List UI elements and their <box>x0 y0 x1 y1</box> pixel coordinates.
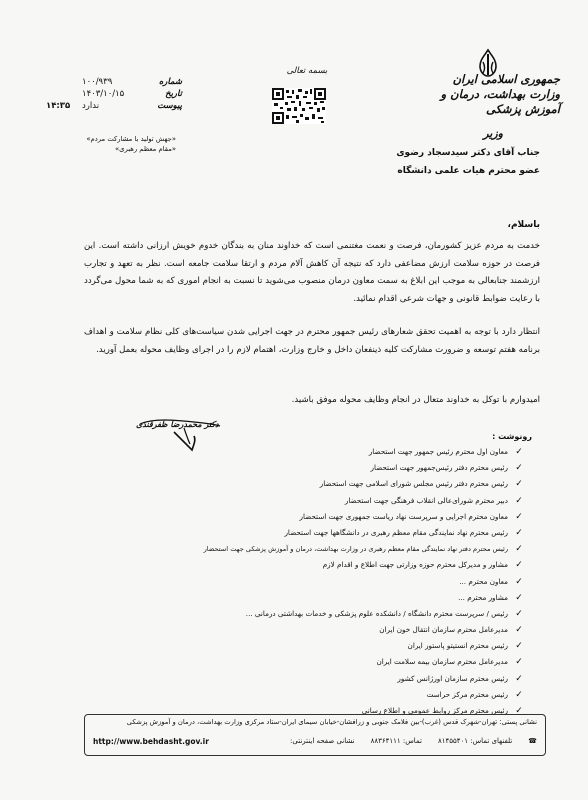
check-icon: ✓ <box>515 447 523 457</box>
letter-meta <box>82 76 182 112</box>
cc-item <box>144 493 524 509</box>
cc-item <box>144 476 524 492</box>
cc-item-text: رئیس محترم سازمان اورژانس کشور <box>397 673 508 683</box>
cc-list <box>144 444 524 719</box>
attachment-label: پیوست <box>157 101 182 111</box>
ministry-line-2: وزارت بهداشت، درمان و آموزش پزشکی <box>440 87 560 116</box>
cc-item-text: رئیس محترم نهاد نمایندگی مقام معظم رهبری در دانشگاهها جهت استحضار <box>284 527 508 537</box>
cc-item <box>144 525 524 541</box>
cc-item-text: دبیر محترم شورای‌عالی انقلاب فرهنگی جهت استحضار <box>344 495 508 505</box>
cc-item-text: مدیرعامل محترم سازمان انتقال خون ایران <box>379 625 508 635</box>
body-paragraph-2: انتظار دارد با توجه به اهمیت تحقق شعارهای رئیس جمهور محترم در جهت اجرایی شدن سیاست‌های کلی نظام سلامت و اهداف برنامه هفتم توسعه و ضرورت مشارکت کلیه ذینفعان داخل و خارج وزارت، اهتمام لازم را در اجرای وظایف محوله بعمل آورید. <box>84 327 540 355</box>
qr-code-icon <box>272 88 326 124</box>
footer-phone: تلفنهای تماس: ۸۱۴۵۵۴۰۱ <box>437 737 513 745</box>
check-icon: ✓ <box>515 657 523 668</box>
ministry-heading <box>420 72 560 117</box>
date-label: تاریخ <box>165 89 182 99</box>
date-value: ۱۴۰۳/۱۰/۱۵ <box>82 89 125 99</box>
footer-website-link[interactable]: http://www.behdasht.gov.ir <box>93 737 209 746</box>
cc-item-text: مشاور محترم ... <box>458 592 508 602</box>
bismillah: بسمه تعالی <box>286 66 328 76</box>
check-icon: ✓ <box>515 625 523 636</box>
slogan-line-2: «مقام معظم رهبری» <box>114 145 176 153</box>
cc-item <box>144 606 524 622</box>
cc-item-text: رئیس / سرپرست محترم دانشگاه / دانشکده علوم پزشکی و خدمات بهداشتی درمانی ... <box>245 608 508 618</box>
time-value: ۱۴:۳۵ <box>46 101 71 111</box>
cc-item-text: رئیس محترم انستیتو پاستور ایران <box>407 641 508 651</box>
cc-item-text: معاون اول محترم رئیس جمهور جهت استحضار <box>368 447 508 456</box>
footer-web-label: نشانی صفحه اینترنتی: <box>290 737 355 745</box>
check-icon: ✓ <box>515 479 523 490</box>
check-icon: ✓ <box>515 706 523 716</box>
check-icon: ✓ <box>515 689 523 700</box>
cc-item <box>144 541 524 557</box>
check-icon: ✓ <box>515 673 523 684</box>
ministry-line-1: جمهوری اسلامی ایران <box>452 72 560 86</box>
cc-item <box>144 638 524 654</box>
letter-footer <box>84 714 546 756</box>
cc-item-text: معاون محترم ... <box>459 576 508 586</box>
cc-item <box>144 444 524 460</box>
cc-item-text: رئیس محترم دفتر نهاد نمایندگی مقام معظم رهبری در وزارت بهداشت، درمان و آموزش پزشکی جهت استحضار <box>203 545 508 554</box>
signature-name: دکتر محمدرضا ظفرقندی <box>136 420 219 429</box>
check-icon: ✓ <box>515 576 523 587</box>
cc-item <box>144 671 524 687</box>
minister-label: وزیر <box>483 127 503 140</box>
cc-title: رونوشت : <box>492 432 532 441</box>
check-icon: ✓ <box>515 560 523 571</box>
footer-contacts <box>290 737 537 745</box>
check-icon: ✓ <box>515 608 523 619</box>
cc-item-text: رئیس محترم دفتر رئیس مجلس شورای اسلامی جهت استحضار <box>319 479 508 489</box>
recipient-line-2: عضو محترم هیات علمی دانشگاه <box>397 166 540 176</box>
cc-item <box>144 574 524 590</box>
cc-item-text: معاون محترم اجرایی و سرپرست نهاد ریاست جمهوری جهت استحضار <box>299 511 508 521</box>
body-paragraph-1: خدمت به مردم عزیز کشورمان، فرصت و نعمت مغتنمی است که خداوند منان به بندگان خدوم خویش ارزانی داشته است. این فرصت در حوزه سلامت ارزش مضاعفی دارد که نتیجه آن کاهش آلام مردم و ارتقا سلامت جامعه است. نظر به تعهد و تجارب ارزشمند جنابعالی به موجب این ابلاغ به سمت معاون درمان منصوب می‌شوید تا نسبت به انجام اموری که به شما محول می‌گردد با رعایت ضوابط قانونی و جهات شرعی اقدام نمائید. <box>84 241 540 304</box>
cc-item-text: رئیس محترم مرکز روابط عمومی و اطلاع رسانی <box>361 706 508 715</box>
cc-item <box>144 622 524 638</box>
cc-item-text: رئیس محترم دفتر رئیس‌جمهور جهت استحضار <box>370 463 508 473</box>
recipient <box>396 144 540 180</box>
attachment-value: ندارد <box>82 101 100 111</box>
cc-item <box>144 654 524 670</box>
footer-address: نشانی پستی: تهران-شهرک قدس (غرب)-بین فلامک جنوبی و زرافشان-خیابان سیمای ایران-ستاد مرکزی وزارت بهداشت، درمان و آموزش پزشکی <box>126 718 537 726</box>
check-icon: ✓ <box>515 527 523 538</box>
cc-item <box>144 687 524 703</box>
check-icon: ✓ <box>515 592 523 603</box>
meta-number-row <box>82 76 182 88</box>
number-value: ۱۰۰/۹۳۹ <box>82 77 113 87</box>
check-icon: ✓ <box>515 463 523 474</box>
salutation: باسلام، <box>507 220 540 230</box>
check-icon: ✓ <box>515 511 523 522</box>
cc-item <box>144 460 524 476</box>
recipient-line-1: جناب آقای دکتر سیدسجاد رضوی <box>396 148 540 158</box>
slogan <box>56 134 176 154</box>
meta-date-row <box>82 88 182 100</box>
cc-item-text: مشاور و مدیرکل محترم حوزه وزارتی جهت اطلاع و اقدام لازم <box>322 560 508 570</box>
cc-item-text: رئیس محترم مرکز حراست <box>426 689 508 699</box>
check-icon: ✓ <box>515 495 523 506</box>
slogan-line-1: «جهش تولید با مشارکت مردم» <box>86 135 176 143</box>
cc-item <box>144 557 524 573</box>
footer-fax: تماس: ۸۸۳۶۴۱۱۱ <box>370 737 422 745</box>
body-paragraph-3: امیدوارم با توکل به خداوند متعال در انجام وظایف محوله موفق باشید. <box>291 395 540 405</box>
cc-item <box>144 590 524 606</box>
number-label: شماره <box>158 77 182 87</box>
cc-item <box>144 509 524 525</box>
check-icon: ✓ <box>515 641 523 652</box>
meta-attachment-row <box>82 100 182 112</box>
cc-item-text: مدیرعامل محترم سازمان بیمه سلامت ایران <box>376 657 508 667</box>
phone-icon: ☎ <box>528 737 537 745</box>
check-icon: ✓ <box>515 544 523 555</box>
